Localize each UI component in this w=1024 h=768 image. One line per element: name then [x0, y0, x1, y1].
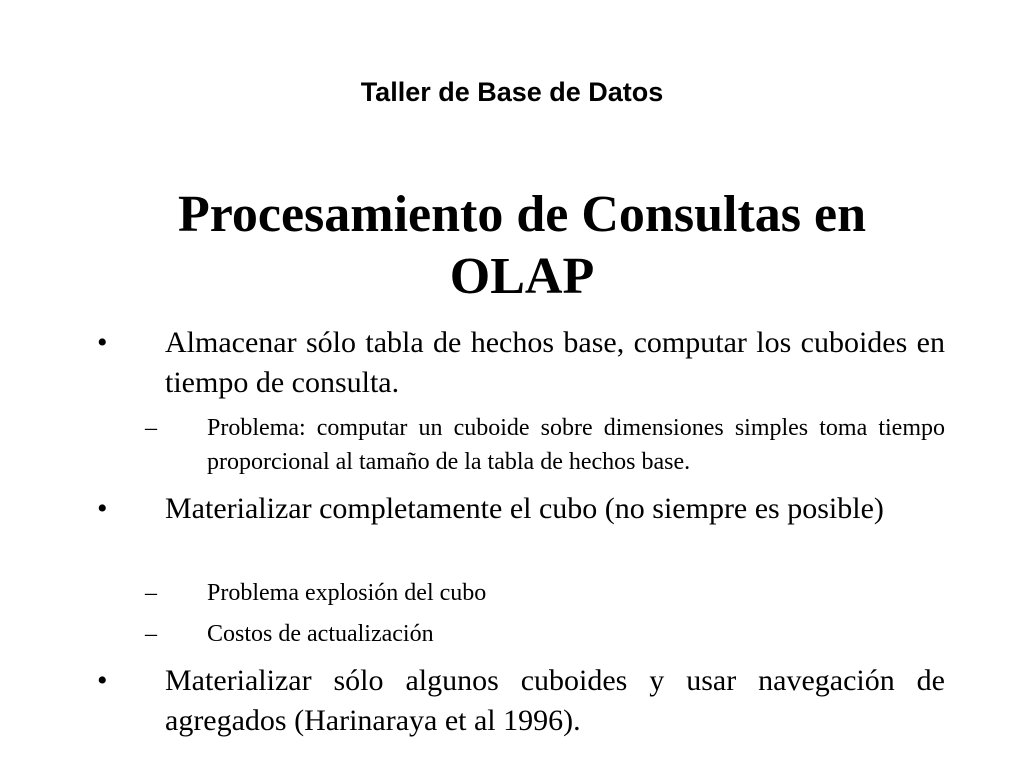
sub-bullet-text: Problema explosión del cubo: [207, 580, 487, 606]
slide-title: Procesamiento de Consultas en OLAP: [177, 186, 866, 305]
bullet-marker: •: [97, 492, 108, 525]
bullet-marker: •: [97, 326, 108, 359]
sub-bullet-marker: –: [145, 415, 157, 441]
sub-bullet-marker: –: [145, 621, 157, 647]
sub-bullet-text: Problema: computar un cuboide sobre dimensiones simples toma tiempo proporcional al tamaño de la tabla de hechos base.: [207, 415, 945, 475]
sub-bullet-marker: –: [145, 580, 157, 606]
bullet-text: Almacenar sólo tabla de hechos base, computar los cuboides en tiempo de consulta.: [165, 326, 945, 399]
bullet-text: Materializar completamente el cubo (no siempre es posible): [165, 492, 884, 525]
bullet-marker: •: [97, 664, 108, 697]
header-title: Taller de Base de Datos: [360, 77, 664, 107]
bullet-text: Materializar sólo algunos cuboides y usar navegación de agregados (Harinaraya et al 1996).: [165, 664, 945, 737]
sub-bullet-text: Costos de actualización: [207, 621, 434, 647]
